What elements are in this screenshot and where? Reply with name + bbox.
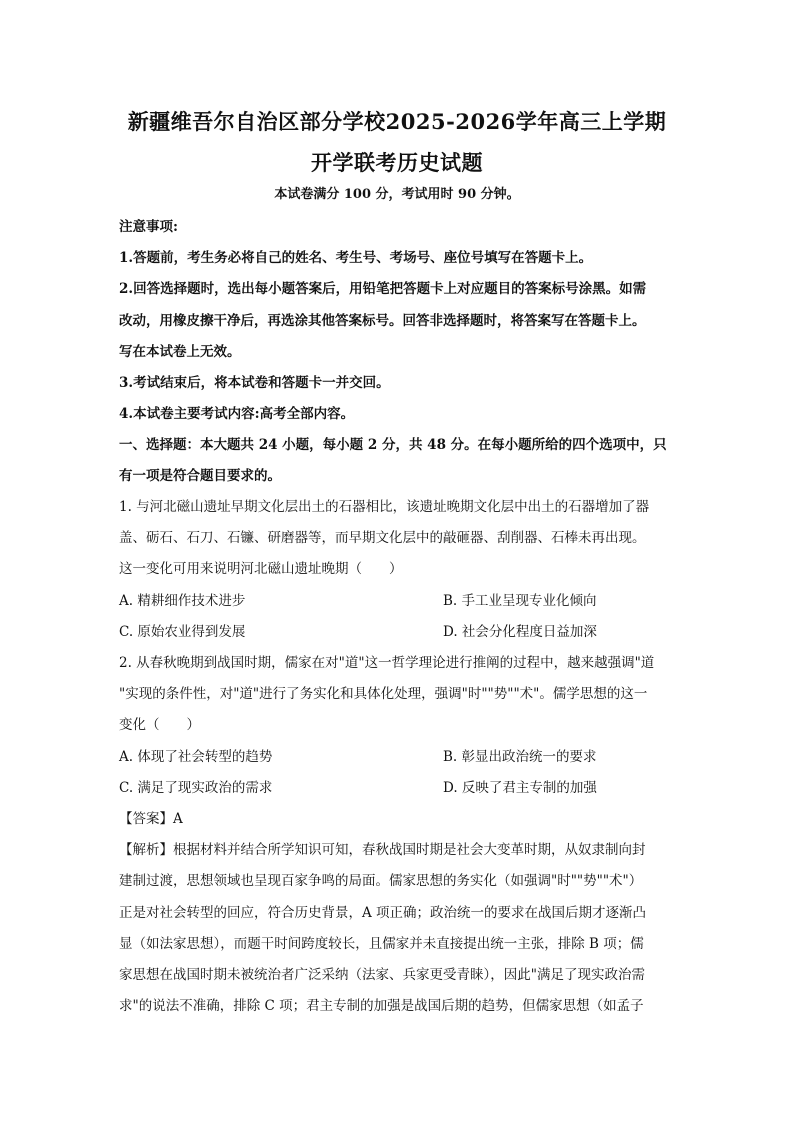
question-2-analysis-line2: 建制过渡，思想领域也呈现百家争鸣的局面。儒家思想的务实化（如强调"时""势""术"） <box>119 873 643 889</box>
question-2-option-c: C. 满足了现实政治的需求 <box>119 780 273 796</box>
notice-heading: 注意事项: <box>119 219 178 235</box>
question-2-answer: 【答案】A <box>119 811 183 827</box>
question-1-line1: 1. 与河北磁山遗址早期文化层出土的石器相比，该遗址晚期文化层中出土的石器增加了器 <box>119 499 650 515</box>
question-1-option-b: B. 手工业呈现专业化倾向 <box>443 593 597 609</box>
question-2-analysis-line4: 显（如法家思想），而题干时间跨度较长，且儒家并未直接提出统一主张，排除 B 项；儒 <box>119 936 644 952</box>
question-2-analysis-line1: 【解析】根据材料并结合所学知识可知，春秋战国时期是社会大变革时期，从奴隶制向封 <box>119 842 646 858</box>
question-2-line1: 2. 从春秋晚期到战国时期，儒家在对"道"这一哲学理论进行推阐的过程中，越来越强调"道 <box>119 655 655 671</box>
notice-item-4: 4.本试卷主要考试内容:高考全部内容。 <box>119 406 355 422</box>
question-2-analysis-line6: 求"的说法不准确，排除 C 项；君主专制的加强是战国后期的趋势，但儒家思想（如孟子 <box>119 998 644 1014</box>
exam-title-line1: 新疆维吾尔自治区部分学校2025-2026学年高三上学期 <box>127 109 667 134</box>
question-1-option-d: D. 社会分化程度日益加深 <box>443 624 597 640</box>
question-1-option-a: A. 精耕细作技术进步 <box>119 593 246 609</box>
question-2-analysis-line5: 家思想在战国时期未被统治者广泛采纳（法家、兵家更受青睐），因此"满足了现实政治需 <box>119 967 645 983</box>
notice-item-1: 1.答题前，考生务必将自己的姓名、考生号、考场号、座位号填写在答题卡上。 <box>119 250 593 266</box>
question-1-line3: 这一变化可用来说明河北磁山遗址晚期（ ） <box>119 561 403 577</box>
question-2-option-d: D. 反映了君主专制的加强 <box>443 780 597 796</box>
notice-item-2-line1: 2.回答选择题时，选出每小题答案后，用铅笔把答题卡上对应题目的答案标号涂黑。如需 <box>119 281 647 297</box>
notice-item-2-line2: 改动，用橡皮擦干净后，再选涂其他答案标号。回答非选择题时，将答案写在答题卡上。 <box>119 313 646 329</box>
question-1-option-c: C. 原始农业得到发展 <box>119 624 246 640</box>
question-2-option-a: A. 体现了社会转型的趋势 <box>119 749 273 765</box>
exam-subtitle: 本试卷满分 100 分，考试用时 90 分钟。 <box>274 187 520 202</box>
notice-item-2-line3: 写在本试卷上无效。 <box>119 344 241 360</box>
section-heading-line1: 一、选择题：本大题共 24 小题，每小题 2 分，共 48 分。在每小题所给的四个选项中，只 <box>119 437 667 453</box>
exam-title-line2: 开学联考历史试题 <box>311 150 483 175</box>
question-2-line3: 变化（ ） <box>119 717 200 733</box>
section-heading-line2: 有一项是符合题目要求的。 <box>119 468 281 484</box>
question-1-line2: 盖、砺石、石刀、石镰、研磨器等，而早期文化层中的敲砸器、刮削器、石棒未再出现。 <box>119 530 646 546</box>
question-2-analysis-line3: 正是对社会转型的回应，符合历史背景，A 项正确；政治统一的要求在战国后期才逐渐凸 <box>119 905 647 921</box>
question-2-option-b: B. 彰显出政治统一的要求 <box>443 749 597 765</box>
question-2-line2: "实现的条件性，对"道"进行了务实化和具体化处理，强调"时""势""术"。儒学思想的这一 <box>119 686 648 702</box>
notice-item-3: 3.考试结束后，将本试卷和答题卡一并交回。 <box>119 375 390 391</box>
